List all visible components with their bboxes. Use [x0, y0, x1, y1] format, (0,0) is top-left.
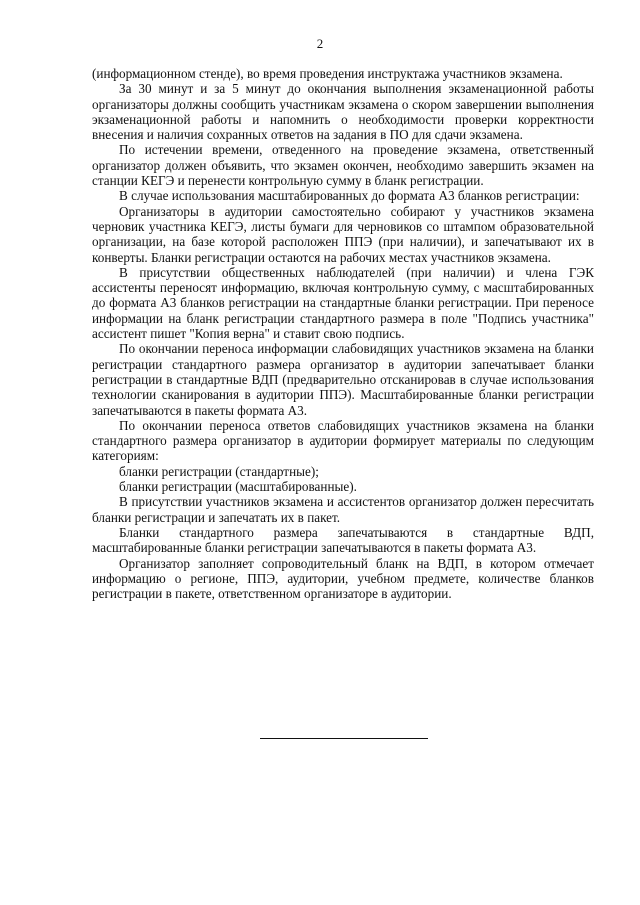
- paragraph: Бланки стандартного размера запечатываются в стандартные ВДП, масштабированные бланки регистрации запечатываются в пакеты формата А3.: [92, 524, 594, 556]
- list-item: бланки регистрации (масштабированные).: [119, 479, 357, 495]
- paragraph: Организатор заполняет сопроводительный бланк на ВДП, в котором отмечает информацию о регионе, ППЭ, аудитории, учебном предмете, количестве бланков регистрации в пакете, ответственном организаторе в аудитории.: [92, 555, 594, 602]
- paragraph: Организаторы в аудитории самостоятельно собирают у участников экзамена черновик участника КЕГЭ, листы бумаги для черновиков со штампом образовательной организации, на базе которой расположен ППЭ (при наличии), и запечатывают их в конверты. Бланки регистрации остаются на рабочих местах участников экзамена.: [92, 203, 594, 265]
- paragraph: В присутствии общественных наблюдателей (при наличии) и члена ГЭК ассистенты переносят информацию, включая контрольную сумму, с масштабированных до формата А3 бланков регистрации на стандартные бланки регистрации. При переносе информации на бланк регистрации стандартного размера в поле "Подпись участника" ассистент пишет "Копия верна" и ставит свою подпись.: [92, 264, 594, 342]
- paragraph: В присутствии участников экзамена и ассистентов организатор должен пересчитать бланки регистрации и запечатать их в пакет.: [92, 494, 594, 525]
- paragraph-continuation: (информационном стенде), во время проведения инструктажа участников экзамена.: [92, 66, 563, 81]
- page-number: 2: [316, 36, 324, 51]
- paragraph: По окончании переноса ответов слабовидящих участников экзамена на бланки стандартного размера организатор в аудитории формирует материалы по следующим категориям:: [92, 417, 594, 464]
- list-item: бланки регистрации (стандартные);: [119, 463, 319, 479]
- document-body: [92, 66, 594, 601]
- end-of-document-rule: [260, 738, 428, 739]
- paragraph: По истечении времени, отведенного на проведение экзамена, ответственный организатор должен объявить, что экзамен окончен, необходимо завершить экзамен на станции КЕГЭ и перенести контрольную сумму в бланк регистрации.: [92, 142, 594, 189]
- paragraph: В случае использования масштабированных до формата А3 бланков регистрации:: [119, 188, 580, 204]
- paragraph: За 30 минут и за 5 минут до окончания выполнения экзаменационной работы организаторы должны сообщить участникам экзамена о скором завершении выполнения экзаменационной работы и напомнить о необходимости проверки корректности внесения и наличия сохранных ответов на задания в ПО для сдачи экзамена.: [92, 81, 594, 143]
- paragraph: По окончании переноса информации слабовидящих участников экзамена на бланки регистрации стандартного размера организатор в аудитории запечатывает бланки регистрации в стандартные ВДП (предварительно отсканировав в случае использования технологии сканирования в аудитории ППЭ). Масштабированные бланки регистрации запечатываются в пакеты формата А3.: [92, 341, 594, 418]
